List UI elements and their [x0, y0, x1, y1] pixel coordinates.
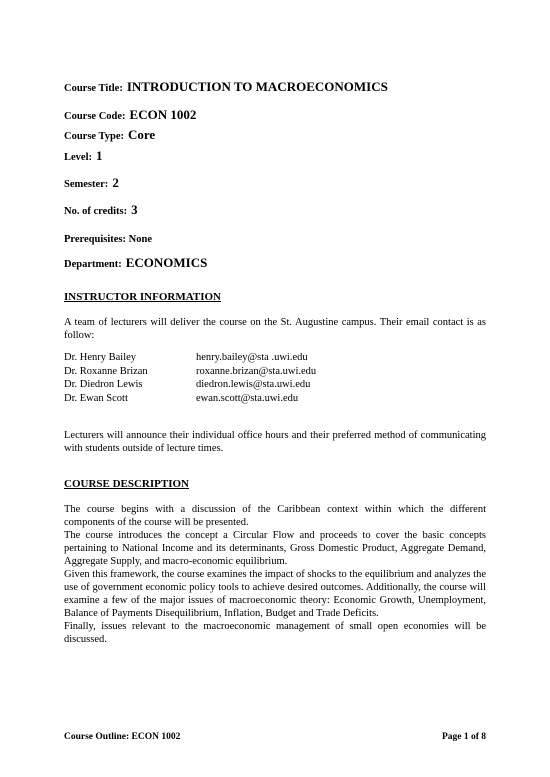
credits-field: [64, 201, 138, 219]
instructor-name: Dr. Roxanne Brizan: [64, 365, 148, 377]
instructor-row: [64, 365, 316, 379]
office-hours-note: Lecturers will announce their individual office hours and their preferred method of communicating with students outside of lecture times.: [64, 430, 486, 454]
department-label: Department:: [64, 259, 122, 270]
semester-field: [64, 174, 119, 192]
instructor-name: Dr. Diedron Lewis: [64, 379, 143, 390]
level-label: Level:: [64, 152, 92, 163]
footer-course-outline: Course Outline: ECON 1002: [64, 732, 181, 742]
course-code-field: [64, 106, 196, 124]
course-type-field: [64, 126, 155, 144]
instructor-information-heading: INSTRUCTOR INFORMATION: [64, 291, 221, 303]
description-paragraph: Finally, issues relevant to the macroeconomic management of small open economies will be discussed.: [64, 621, 486, 645]
instructor-name: Dr. Ewan Scott: [64, 392, 128, 404]
level-value: 1: [96, 148, 103, 163]
semester-label: Semester:: [64, 179, 109, 190]
credits-label: No. of credits:: [64, 206, 128, 217]
instructor-email: ewan.scott@sta.uwi.edu: [196, 392, 299, 404]
credits-value: 3: [131, 202, 138, 217]
department-field: [64, 254, 207, 272]
course-code: ECON 1002: [129, 107, 197, 122]
instructor-email: roxanne.brizan@sta.uwi.edu: [196, 365, 317, 377]
course-type: Core: [128, 127, 156, 142]
instructor-email: diedron.lewis@sta.uwi.edu: [196, 379, 311, 390]
department-value: ECONOMICS: [125, 255, 208, 270]
instructor-intro: A team of lecturers will deliver the course on the St. Augustine campus. Their email contact is as follow:: [64, 317, 486, 341]
course-type-label: Course Type:: [64, 131, 124, 142]
footer-page-number: Page 1 of 8: [441, 732, 486, 742]
course-title-field: [64, 78, 388, 96]
instructor-list: [64, 351, 316, 405]
course-description-text: [64, 503, 486, 646]
instructor-email: henry.bailey@sta .uwi.edu: [196, 352, 308, 363]
instructor-name: Dr. Henry Bailey: [64, 352, 137, 363]
level-field: [64, 147, 103, 165]
description-paragraph: The course begins with a discussion of the Caribbean context within which the different components of the course will be presented.: [64, 504, 486, 528]
course-description-heading: COURSE DESCRIPTION: [64, 478, 189, 490]
instructor-row: [64, 392, 316, 406]
course-title: INTRODUCTION TO MACROECONOMICS: [126, 79, 388, 94]
course-code-label: Course Code:: [64, 111, 126, 122]
description-paragraph: Given this framework, the course examines the impact of shocks to the equilibrium and analyzes the use of government economic policy tools to achieve desired outcomes. Additionally, the course will examine a few of the major issues of macroeconomic theory: Economic Growth, Unemployment, Balance of Payments Disequilibrium, Inflation, Budget and Trade Deficits.: [64, 569, 486, 619]
course-title-label: Course Title:: [64, 83, 123, 94]
semester-value: 2: [112, 175, 119, 190]
instructor-row: [64, 378, 316, 392]
description-paragraph: The course introduces the concept a Circular Flow and proceeds to cover the basic concepts pertaining to National Income and its determinants, Gross Domestic Product, Aggregate Demand, Aggregate Supply, and macro-economic equilibrium.: [64, 530, 486, 567]
prerequisites-label: Prerequisites: None: [64, 234, 152, 245]
instructor-row: [64, 351, 316, 365]
prerequisites-field: [64, 229, 152, 247]
